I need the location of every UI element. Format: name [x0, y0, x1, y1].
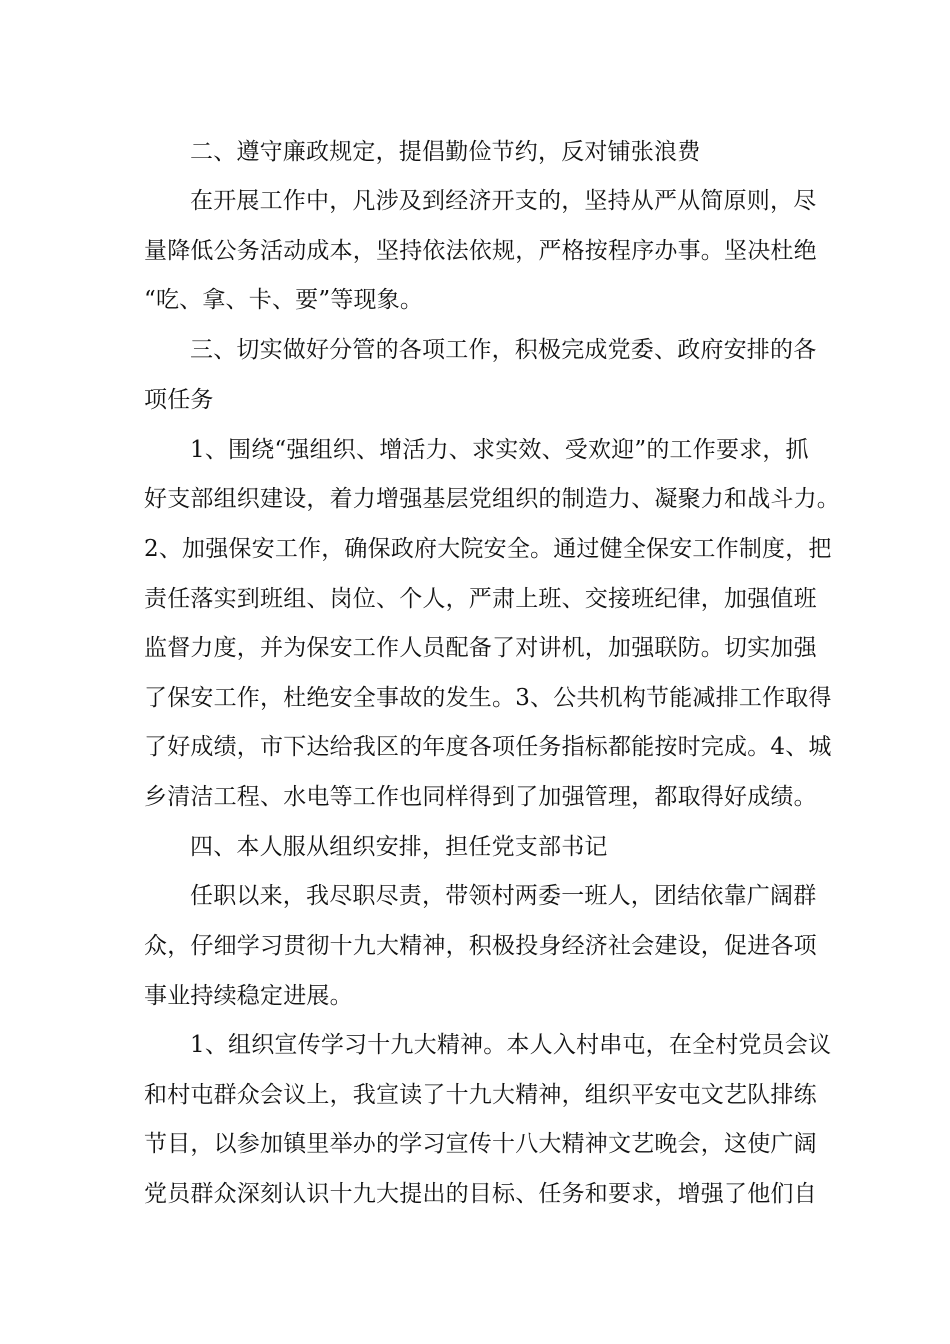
section-heading-4: 四、本人服从组织安排，担任党支部书记: [190, 834, 608, 860]
paragraph-line: 节目，以参加镇里举办的学习宣传十八大精神文艺晚会，这使广阔: [144, 1131, 817, 1157]
paragraph-line: 2、加强保安工作，确保政府大院安全。通过健全保安工作制度，把: [144, 536, 832, 562]
paragraph-line: 量降低公务活动成本，坚持依法依规，严格按程序办事。坚决杜绝: [144, 238, 817, 264]
paragraph-line: 责任落实到班组、岗位、个人，严肃上班、交接班纪律，加强值班: [144, 586, 817, 612]
paragraph-line: 众，仔细学习贯彻十九大精神，积极投身经济社会建设，促进各项: [144, 933, 817, 959]
paragraph-line: 了好成绩，市下达给我区的年度各项任务指标都能按时完成。4、城: [144, 734, 832, 760]
paragraph-line: 乡清洁工程、水电等工作也同样得到了加强管理，都取得好成绩。: [144, 784, 817, 810]
paragraph-line: 1、组织宣传学习十九大精神。本人入村串屯，在全村党员会议: [190, 1032, 832, 1058]
paragraph-line: 事业持续稳定进展。: [144, 983, 353, 1009]
paragraph-line: 任职以来，我尽职尽责，带领村两委一班人，团结依靠广阔群: [190, 883, 817, 909]
paragraph-line: 1、围绕“强组织、增活力、求实效、受欢迎”的工作要求，抓: [190, 437, 809, 463]
paragraph-line: 和村屯群众会议上，我宣读了十九大精神，组织平安屯文艺队排练: [144, 1082, 817, 1108]
section-heading-2: 二、遵守廉政规定，提倡勤俭节约，反对铺张浪费: [190, 139, 701, 165]
paragraph-line: 监督力度，并为保安工作人员配备了对讲机，加强联防。切实加强: [144, 635, 817, 661]
paragraph-line: 在开展工作中，凡涉及到经济开支的，坚持从严从简原则，尽: [190, 188, 817, 214]
paragraph-line: 好支部组织建设，着力增强基层党组织的制造力、凝聚力和战斗力。: [144, 486, 840, 512]
paragraph-line: “吃、拿、卡、要”等现象。: [144, 287, 424, 313]
paragraph-line: 了保安工作，杜绝安全事故的发生。3、公共机构节能减排工作取得: [144, 685, 832, 711]
paragraph-line: 党员群众深刻认识十九大提出的目标、任务和要求，增强了他们自: [144, 1181, 817, 1207]
section-heading-3-cont: 项任务: [144, 387, 214, 413]
section-heading-3: 三、切实做好分管的各项工作，积极完成党委、政府安排的各: [190, 337, 817, 363]
